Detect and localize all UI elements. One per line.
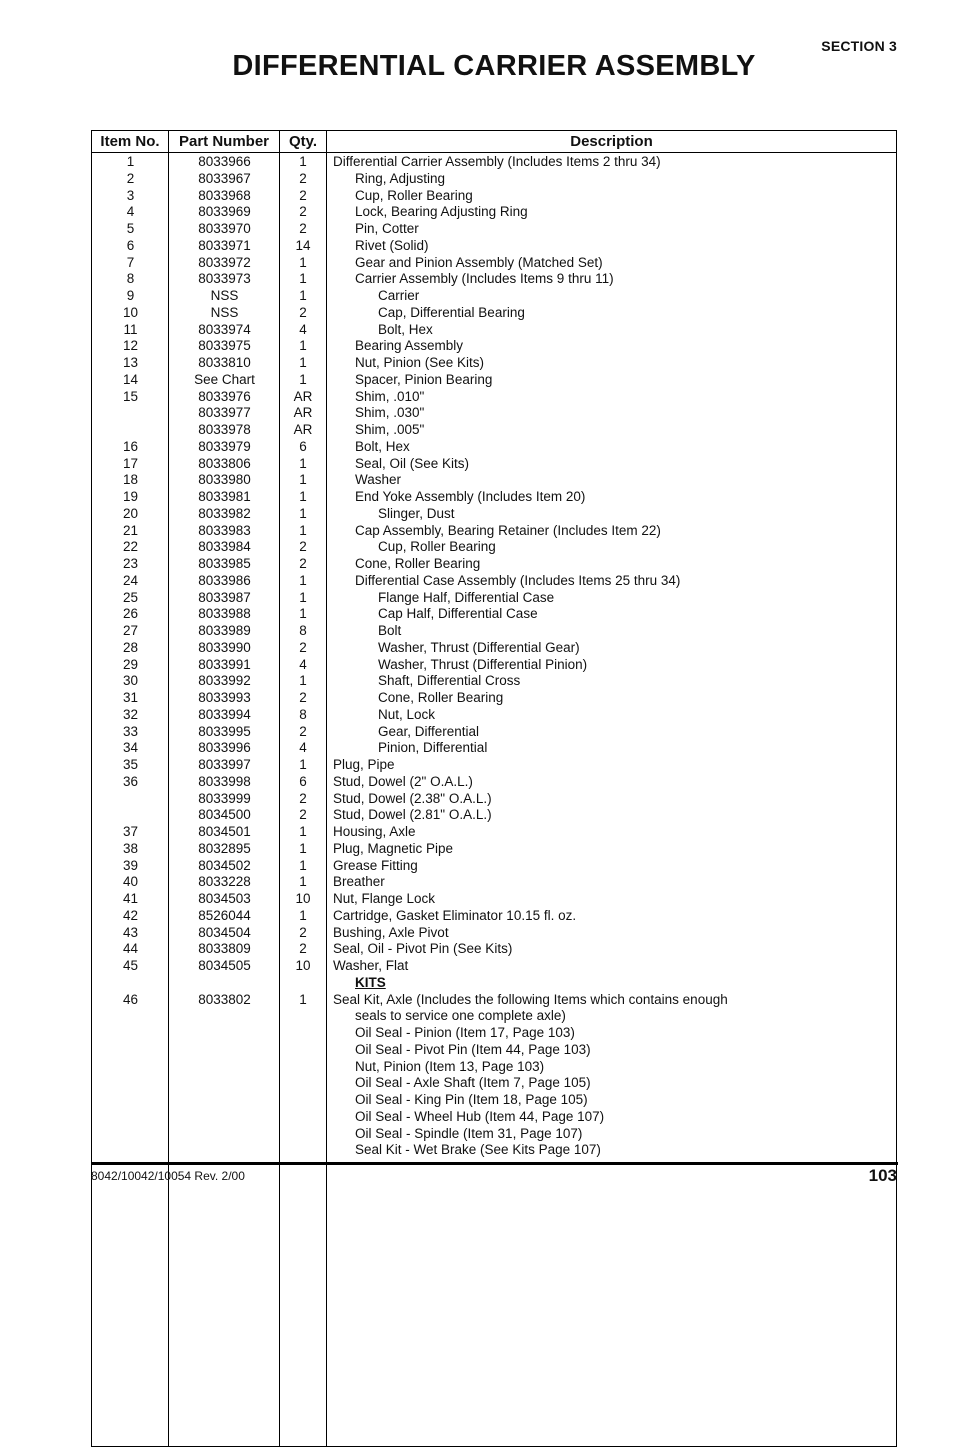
item-number: 16 — [122, 438, 139, 454]
table-row — [92, 188, 896, 205]
item-number: 1 — [126, 154, 135, 169]
table-row — [92, 338, 896, 355]
item-number: 19 — [122, 489, 139, 504]
description: Oil Seal - Pinion (Item 17, Page 103) — [355, 1025, 575, 1040]
table-row — [92, 355, 896, 372]
part-number: 8033996 — [198, 740, 251, 756]
part-number: 8033983 — [198, 522, 251, 538]
table-row — [92, 1142, 896, 1159]
table-row — [92, 523, 896, 540]
part-number: 8033998 — [198, 773, 251, 789]
table-row — [92, 573, 896, 590]
description: Nut, Pinion (Item 13, Page 103) — [355, 1058, 545, 1074]
part-number: 8033980 — [198, 472, 251, 488]
item-number: 30 — [122, 673, 139, 689]
description: Slinger, Dust — [378, 505, 455, 521]
part-number: 8033988 — [198, 606, 251, 622]
part-number: 8033972 — [198, 254, 251, 270]
table-row — [92, 606, 896, 623]
item-number: 25 — [122, 589, 139, 605]
item-number: 35 — [122, 757, 139, 772]
description: Breather — [333, 874, 385, 890]
description: Cone, Roller Bearing — [378, 690, 504, 705]
part-number: 8033985 — [198, 556, 251, 571]
description: Pinion, Differential — [378, 740, 488, 756]
description: Cup, Roller Bearing — [355, 187, 473, 203]
table-row — [92, 372, 896, 389]
description: Plug, Pipe — [333, 757, 395, 772]
quantity: 4 — [299, 740, 307, 756]
table-row — [92, 539, 896, 556]
table-row — [92, 975, 896, 992]
description: Bearing Assembly — [355, 338, 464, 354]
table-row — [92, 1025, 896, 1042]
part-number: NSS — [210, 304, 239, 320]
part-number: 8033806 — [198, 455, 251, 471]
item-number: 9 — [126, 288, 135, 303]
quantity: 2 — [299, 941, 307, 957]
description: Washer, Thrust (Differential Pinion) — [378, 656, 588, 672]
item-number: 18 — [122, 472, 139, 488]
quantity: 4 — [299, 656, 307, 672]
item-number: 14 — [122, 371, 139, 387]
description: Carrier Assembly (Includes Items 9 thru 11) — [355, 271, 614, 287]
item-number: 6 — [126, 237, 135, 253]
description: Oil Seal - King Pin (Item 18, Page 105) — [355, 1092, 588, 1107]
table-row — [92, 640, 896, 657]
description: Shim, .030" — [355, 405, 425, 421]
table-row — [92, 791, 896, 808]
quantity: 1 — [299, 505, 307, 521]
table-row — [92, 590, 896, 607]
quantity: 2 — [299, 924, 307, 940]
table-row — [92, 271, 896, 288]
table-row — [92, 841, 896, 858]
item-number: 24 — [122, 572, 139, 588]
description: Differential Carrier Assembly (Includes Items 2 thru 34) — [333, 154, 661, 169]
table-row — [92, 1008, 896, 1025]
part-number: NSS — [210, 288, 239, 303]
description: Washer, Flat — [333, 958, 409, 973]
table-row — [92, 908, 896, 925]
item-number: 36 — [122, 773, 139, 789]
description: Cartridge, Gasket Eliminator 10.15 fl. oz. — [333, 907, 577, 923]
part-number: 8033966 — [198, 154, 251, 169]
table-row — [92, 690, 896, 707]
description: Stud, Dowel (2" O.A.L.) — [333, 773, 473, 789]
table-row — [92, 891, 896, 908]
table-row — [92, 925, 896, 942]
quantity: 1 — [299, 355, 307, 370]
description: Bolt — [378, 623, 402, 638]
quantity: 1 — [299, 991, 307, 1007]
item-number: 8 — [126, 271, 135, 287]
quantity: 1 — [299, 254, 307, 270]
description: Washer, Thrust (Differential Gear) — [378, 639, 580, 655]
table-row — [92, 858, 896, 875]
part-number: 8034502 — [198, 857, 251, 873]
description: KITS — [355, 974, 386, 990]
part-number: See Chart — [194, 371, 255, 387]
quantity: AR — [293, 422, 313, 437]
description: Nut, Pinion (See Kits) — [355, 355, 485, 370]
item-number: 37 — [122, 824, 139, 839]
quantity: 1 — [299, 154, 307, 169]
description: Plug, Magnetic Pipe — [333, 840, 454, 856]
quantity: 1 — [299, 455, 307, 471]
description: Ring, Adjusting — [355, 170, 446, 186]
part-number: 8033982 — [198, 505, 251, 521]
item-number: 32 — [122, 706, 139, 722]
item-number: 26 — [122, 606, 139, 622]
quantity: 1 — [299, 572, 307, 588]
description: Oil Seal - Pivot Pin (Item 44, Page 103) — [355, 1041, 591, 1057]
quantity: 8 — [299, 706, 307, 722]
part-number: 8034500 — [198, 807, 251, 823]
part-number: 8033809 — [198, 941, 251, 957]
table-row — [92, 472, 896, 489]
table-row — [92, 255, 896, 272]
item-number: 15 — [122, 388, 139, 404]
description: Cone, Roller Bearing — [355, 556, 481, 571]
description: Seal Kit, Axle (Includes the following Items which contains enough — [333, 991, 728, 1007]
description: Differential Case Assembly (Includes Items 25 thru 34) — [355, 572, 681, 588]
item-number: 21 — [122, 522, 139, 538]
table-row — [92, 221, 896, 238]
description: Housing, Axle — [333, 824, 416, 839]
item-number: 7 — [126, 254, 135, 270]
table-row — [92, 673, 896, 690]
part-number: 8033989 — [198, 623, 251, 638]
table-row — [92, 992, 896, 1009]
table-row — [92, 489, 896, 506]
quantity: 1 — [299, 489, 307, 504]
table-row — [92, 740, 896, 757]
item-number: 2 — [126, 170, 135, 186]
part-number: 8033997 — [198, 757, 251, 772]
quantity: 2 — [299, 723, 307, 739]
description: Bushing, Axle Pivot — [333, 924, 449, 940]
table-row — [92, 874, 896, 891]
description: seals to service one complete axle) — [355, 1008, 566, 1024]
part-number: 8033992 — [198, 673, 251, 689]
part-number: 8526044 — [198, 907, 251, 923]
quantity: 2 — [299, 304, 307, 320]
part-number: 8033991 — [198, 656, 251, 672]
description: Grease Fitting — [333, 857, 418, 873]
item-number: 40 — [122, 874, 139, 890]
table-row — [92, 456, 896, 473]
table-row — [92, 204, 896, 221]
quantity: AR — [293, 405, 313, 421]
description: Cap Half, Differential Case — [378, 606, 538, 622]
quantity: 1 — [299, 907, 307, 923]
description: Cap, Differential Bearing — [378, 304, 525, 320]
description: Shaft, Differential Cross — [378, 673, 521, 689]
table-row — [92, 757, 896, 774]
item-number: 41 — [122, 891, 139, 906]
quantity: 1 — [299, 757, 307, 772]
table-row — [92, 1092, 896, 1109]
quantity: 2 — [299, 556, 307, 571]
part-number: 8033970 — [198, 221, 251, 236]
quantity: 2 — [299, 539, 307, 555]
item-number: 42 — [122, 907, 139, 923]
item-number: 43 — [122, 924, 139, 940]
item-number: 23 — [122, 556, 139, 571]
table-row — [92, 154, 896, 171]
part-number: 8034503 — [198, 891, 251, 906]
part-number: 8033993 — [198, 690, 251, 705]
quantity: 1 — [299, 874, 307, 890]
part-number: 8033999 — [198, 790, 251, 806]
part-number: 8033973 — [198, 271, 251, 287]
quantity: 1 — [299, 271, 307, 287]
part-number: 8033810 — [198, 355, 251, 370]
part-number: 8033968 — [198, 187, 251, 203]
item-number: 38 — [122, 840, 139, 856]
description: Nut, Flange Lock — [333, 891, 436, 906]
column-header-qty: Qty. — [288, 133, 318, 150]
part-number: 8033976 — [198, 388, 251, 404]
item-number: 10 — [122, 304, 139, 320]
description: Oil Seal - Wheel Hub (Item 44, Page 107) — [355, 1108, 605, 1124]
item-number: 28 — [122, 639, 139, 655]
quantity: 2 — [299, 790, 307, 806]
description: Carrier — [378, 288, 420, 303]
column-header-part-number: Part Number — [178, 133, 270, 150]
quantity: 2 — [299, 221, 307, 236]
quantity: 10 — [295, 958, 311, 973]
quantity: 2 — [299, 639, 307, 655]
table-row — [92, 506, 896, 523]
quantity: 2 — [299, 170, 307, 186]
description: Stud, Dowel (2.38" O.A.L.) — [333, 790, 492, 806]
table-row — [92, 958, 896, 975]
item-number: 44 — [122, 941, 139, 957]
quantity: 1 — [299, 371, 307, 387]
parts-table — [91, 130, 897, 1447]
table-row — [92, 439, 896, 456]
description: Spacer, Pinion Bearing — [355, 371, 493, 387]
quantity: 10 — [295, 891, 311, 906]
quantity: 1 — [299, 288, 307, 303]
page-number: 103 — [868, 1166, 897, 1185]
description: Gear and Pinion Assembly (Matched Set) — [355, 254, 603, 270]
part-number: 8033967 — [198, 170, 251, 186]
part-number: 8033969 — [198, 204, 251, 220]
part-number: 8033979 — [198, 438, 251, 454]
table-body — [92, 154, 896, 1159]
table-row — [92, 724, 896, 741]
description: Seal, Oil - Pivot Pin (See Kits) — [333, 941, 513, 957]
description: Stud, Dowel (2.81" O.A.L.) — [333, 807, 492, 823]
table-row — [92, 1042, 896, 1059]
table-row — [92, 556, 896, 573]
table-row — [92, 941, 896, 958]
part-number: 8032895 — [198, 840, 251, 856]
quantity: 8 — [299, 623, 307, 638]
item-number: 45 — [122, 958, 139, 973]
item-number: 11 — [123, 321, 138, 337]
section-label: SECTION 3 — [821, 38, 897, 54]
quantity: 4 — [299, 321, 307, 337]
description: End Yoke Assembly (Includes Item 20) — [355, 489, 586, 504]
table-row — [92, 288, 896, 305]
quantity: 1 — [299, 840, 307, 856]
document-number: 8042/10042/10054 Rev. 2/00 — [91, 1169, 245, 1183]
quantity: AR — [293, 388, 313, 404]
quantity: 1 — [299, 606, 307, 622]
quantity: 14 — [295, 237, 311, 253]
table-row — [92, 422, 896, 439]
quantity: 1 — [299, 857, 307, 873]
part-number: 8033971 — [198, 237, 251, 253]
part-number: 8033995 — [198, 723, 251, 739]
table-row — [92, 171, 896, 188]
part-number: 8033228 — [198, 874, 251, 890]
quantity: 2 — [299, 807, 307, 823]
item-number: 3 — [126, 187, 135, 203]
part-number: 8033987 — [198, 589, 251, 605]
description: Bolt, Hex — [378, 321, 433, 337]
quantity: 1 — [299, 589, 307, 605]
item-number: 29 — [122, 656, 139, 672]
column-header-description: Description — [570, 133, 653, 150]
quantity: 1 — [299, 673, 307, 689]
description: Seal, Oil (See Kits) — [355, 455, 470, 471]
page-title: DIFFERENTIAL CARRIER ASSEMBLY — [232, 50, 756, 82]
item-number: 22 — [122, 539, 139, 555]
description: Cup, Roller Bearing — [378, 539, 496, 555]
table-row — [92, 774, 896, 791]
part-number: 8033981 — [198, 489, 251, 504]
table-row — [92, 1075, 896, 1092]
description: Shim, .005" — [355, 422, 425, 437]
header-divider — [92, 152, 896, 153]
item-number: 4 — [126, 204, 135, 220]
part-number: 8033990 — [198, 639, 251, 655]
quantity: 6 — [299, 773, 307, 789]
table-row — [92, 322, 896, 339]
description: Rivet (Solid) — [355, 237, 429, 253]
item-number: 12 — [122, 338, 139, 354]
item-number: 17 — [122, 455, 139, 471]
part-number: 8034505 — [198, 958, 251, 973]
part-number: 8033802 — [198, 991, 251, 1007]
column-header-item-no: Item No. — [100, 133, 160, 150]
quantity: 2 — [299, 690, 307, 705]
description: Cap Assembly, Bearing Retainer (Includes Item 22) — [355, 522, 661, 538]
item-number: 5 — [126, 221, 135, 236]
part-number: 8034504 — [198, 924, 251, 940]
table-row — [92, 807, 896, 824]
description: Washer — [355, 472, 402, 488]
quantity: 1 — [299, 338, 307, 354]
description: Flange Half, Differential Case — [378, 589, 555, 605]
footer-rule — [91, 1162, 898, 1165]
quantity: 2 — [299, 187, 307, 203]
quantity: 1 — [299, 522, 307, 538]
description: Seal Kit - Wet Brake (See Kits Page 107) — [355, 1142, 601, 1158]
description: Lock, Bearing Adjusting Ring — [355, 204, 528, 220]
item-number: 13 — [122, 355, 139, 370]
table-row — [92, 305, 896, 322]
item-number: 31 — [122, 690, 139, 705]
item-number: 39 — [122, 857, 139, 873]
part-number: 8033974 — [198, 321, 251, 337]
quantity: 1 — [299, 472, 307, 488]
quantity: 2 — [299, 204, 307, 220]
part-number: 8033986 — [198, 572, 251, 588]
table-row — [92, 824, 896, 841]
part-number: 8033994 — [198, 706, 251, 722]
table-row — [92, 238, 896, 255]
description: Gear, Differential — [378, 723, 480, 739]
description: Oil Seal - Spindle (Item 31, Page 107) — [355, 1125, 583, 1141]
description: Nut, Lock — [378, 706, 436, 722]
part-number: 8033984 — [198, 539, 251, 555]
quantity: 1 — [299, 824, 307, 839]
item-number: 46 — [122, 991, 139, 1007]
table-row — [92, 405, 896, 422]
table-row — [92, 1126, 896, 1143]
item-number: 33 — [122, 723, 139, 739]
description: Bolt, Hex — [355, 438, 410, 454]
part-number: 8034501 — [198, 824, 251, 839]
quantity: 6 — [299, 438, 307, 454]
part-number: 8033977 — [198, 405, 251, 421]
item-number: 27 — [122, 623, 139, 638]
description: Pin, Cotter — [355, 221, 419, 236]
description: Shim, .010" — [355, 388, 425, 404]
table-row — [92, 657, 896, 674]
table-row — [92, 1059, 896, 1076]
item-number: 20 — [122, 505, 139, 521]
description: Oil Seal - Axle Shaft (Item 7, Page 105) — [355, 1075, 591, 1091]
table-row — [92, 1109, 896, 1126]
table-row — [92, 623, 896, 640]
table-row — [92, 389, 896, 406]
table-row — [92, 707, 896, 724]
item-number: 34 — [122, 740, 139, 756]
part-number: 8033975 — [198, 338, 251, 354]
part-number: 8033978 — [198, 422, 251, 437]
